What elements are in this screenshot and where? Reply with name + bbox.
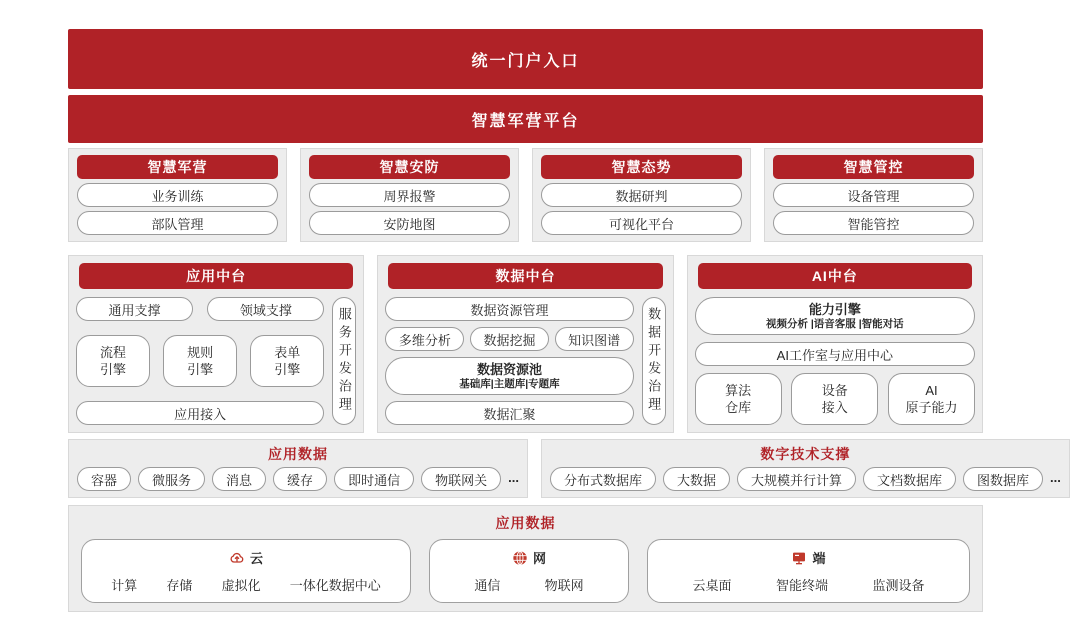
pill-item: 可视化平台 <box>541 211 742 235</box>
engine-label-line: 引擎 <box>274 362 301 377</box>
group-name: 端 <box>812 551 826 566</box>
support-row <box>76 297 324 321</box>
group-item: 云桌面 <box>692 578 732 593</box>
pill-item: 数据研判 <box>541 183 742 207</box>
unified-portal-banner: 统一门户入口 <box>68 29 983 89</box>
group-item: 智能终端 <box>775 578 828 593</box>
panel-infrastructure <box>68 505 983 612</box>
section-title: 应用数据 <box>267 446 328 462</box>
pill-item: 智能管控 <box>773 211 974 235</box>
pill-item: 分布式数据库 <box>550 467 656 491</box>
pill-item: 安防地图 <box>309 211 510 235</box>
group-terminal <box>647 539 970 603</box>
monitor-icon <box>791 550 807 566</box>
ai-platform-main <box>695 297 975 425</box>
pill-item: 数据汇聚 <box>385 401 633 425</box>
data-platform-body <box>385 297 665 425</box>
pill-item: 领域支撑 <box>207 297 324 321</box>
service-governance-vertical-pill: 服务开发治理 <box>332 297 356 425</box>
pill-item: 消息 <box>212 467 266 491</box>
group-title <box>430 548 628 567</box>
panel-smart-security <box>300 148 519 242</box>
tech-support-pills <box>550 467 1061 491</box>
engine-label-line: 引擎 <box>187 362 214 377</box>
ai-block-label-line: 设备 <box>821 383 848 398</box>
engines-row <box>76 335 324 387</box>
pill-item: 容器 <box>77 467 131 491</box>
group-item: 虚拟化 <box>221 578 261 593</box>
ai-block-label-line: 原子能力 <box>905 400 958 415</box>
pill-item: 应用接入 <box>76 401 324 425</box>
pill-item: 大数据 <box>663 467 730 491</box>
support-strips-row <box>68 439 1061 498</box>
app-data-pills <box>77 467 519 491</box>
pill-item: 业务训练 <box>77 183 278 207</box>
group-name: 云 <box>249 551 263 566</box>
data-governance-vertical-pill: 数据开发治理 <box>642 297 666 425</box>
group-item: 通信 <box>474 578 501 593</box>
engine-label-line: 流程 <box>99 345 126 360</box>
ai-platform-body <box>695 297 975 425</box>
panel-app-platform <box>68 255 364 433</box>
ellipsis-label: ... <box>508 469 519 485</box>
pill-item: 多维分析 <box>385 327 464 351</box>
capability-engine-title: 能力引擎 <box>808 301 861 317</box>
group-items <box>648 575 969 594</box>
pill-item: 物联网关 <box>421 467 501 491</box>
pill-item: 设备管理 <box>773 183 974 207</box>
group-title <box>82 548 410 567</box>
panel-smart-camp <box>68 148 287 242</box>
pill-item: 部队管理 <box>77 211 278 235</box>
group-item: 物联网 <box>544 578 584 593</box>
group-items <box>82 575 410 594</box>
smart-apps-row <box>68 148 983 242</box>
smart-camp-platform-banner: 智慧军营平台 <box>68 95 983 143</box>
pill-item: 通用支撑 <box>76 297 193 321</box>
ai-block-label-line: 算法 <box>725 383 752 398</box>
engine-label-line: 表单 <box>274 345 301 360</box>
engine-box <box>250 335 324 387</box>
group-cloud <box>81 539 411 603</box>
ai-blocks-row <box>695 373 975 425</box>
pill-item: 周界报警 <box>309 183 510 207</box>
group-item: 一体化数据中心 <box>289 578 381 593</box>
panel-smart-control <box>764 148 983 242</box>
pill-item: 即时通信 <box>334 467 414 491</box>
ai-block-label-line: AI <box>925 383 938 398</box>
pill-item: 文档数据库 <box>863 467 956 491</box>
panel-header: 数据中台 <box>388 263 662 289</box>
panel-app-data <box>68 439 528 498</box>
panel-header: AI中台 <box>698 263 972 289</box>
pill-item: 微服务 <box>138 467 205 491</box>
section-title: 应用数据 <box>495 515 556 531</box>
ai-block-label-line: 接入 <box>821 400 848 415</box>
pill-item: 知识图谱 <box>555 327 634 351</box>
section-title: 数字技术支撑 <box>760 446 851 462</box>
ai-block <box>888 373 975 425</box>
infrastructure-groups <box>81 539 970 603</box>
pill-item: 数据资源管理 <box>385 297 633 321</box>
panel-header: 应用中台 <box>79 263 353 289</box>
panel-header: 智慧军营 <box>77 155 278 179</box>
group-title <box>648 548 969 567</box>
group-name: 网 <box>532 551 546 566</box>
data-pool-pill <box>385 357 633 395</box>
group-items <box>430 575 628 594</box>
pill-item: 图数据库 <box>963 467 1043 491</box>
pill-item: AI工作室与应用中心 <box>695 342 975 366</box>
group-item: 存储 <box>166 578 193 593</box>
panel-data-platform <box>377 255 673 433</box>
pill-item: 缓存 <box>273 467 327 491</box>
group-network <box>429 539 629 603</box>
panel-header: 智慧态势 <box>541 155 742 179</box>
cloud-upload-icon <box>229 550 245 566</box>
ai-block <box>791 373 878 425</box>
app-platform-main <box>76 297 324 425</box>
app-platform-body <box>76 297 356 425</box>
pill-item: 大规模并行计算 <box>737 467 856 491</box>
ai-block <box>695 373 782 425</box>
globe-icon <box>512 550 528 566</box>
engine-label-line: 引擎 <box>99 362 126 377</box>
ellipsis-label: ... <box>1050 469 1061 485</box>
ai-block-label-line: 仓库 <box>725 400 752 415</box>
panel-tech-support <box>541 439 1070 498</box>
panel-header: 智慧安防 <box>309 155 510 179</box>
panel-ai-platform <box>687 255 983 433</box>
data-pool-title: 数据资源池 <box>476 361 542 377</box>
engine-box <box>76 335 150 387</box>
tools-row <box>385 327 633 351</box>
diagram-content <box>68 29 1061 612</box>
pill-item: 数据挖掘 <box>470 327 549 351</box>
data-pool-subtitle: 基础库|主题库|专题库 <box>459 377 560 390</box>
group-item: 计算 <box>111 578 138 593</box>
engine-label-line: 规则 <box>187 345 214 360</box>
capability-engine-pill <box>695 297 975 335</box>
data-platform-main <box>385 297 633 425</box>
panel-smart-situation <box>532 148 751 242</box>
capability-engine-subtitle: 视频分析 |语音客服 |智能对话 <box>765 317 904 330</box>
group-item: 监测设备 <box>872 578 925 593</box>
middle-platforms-row <box>68 255 983 433</box>
panel-header: 智慧管控 <box>773 155 974 179</box>
engine-box <box>163 335 237 387</box>
